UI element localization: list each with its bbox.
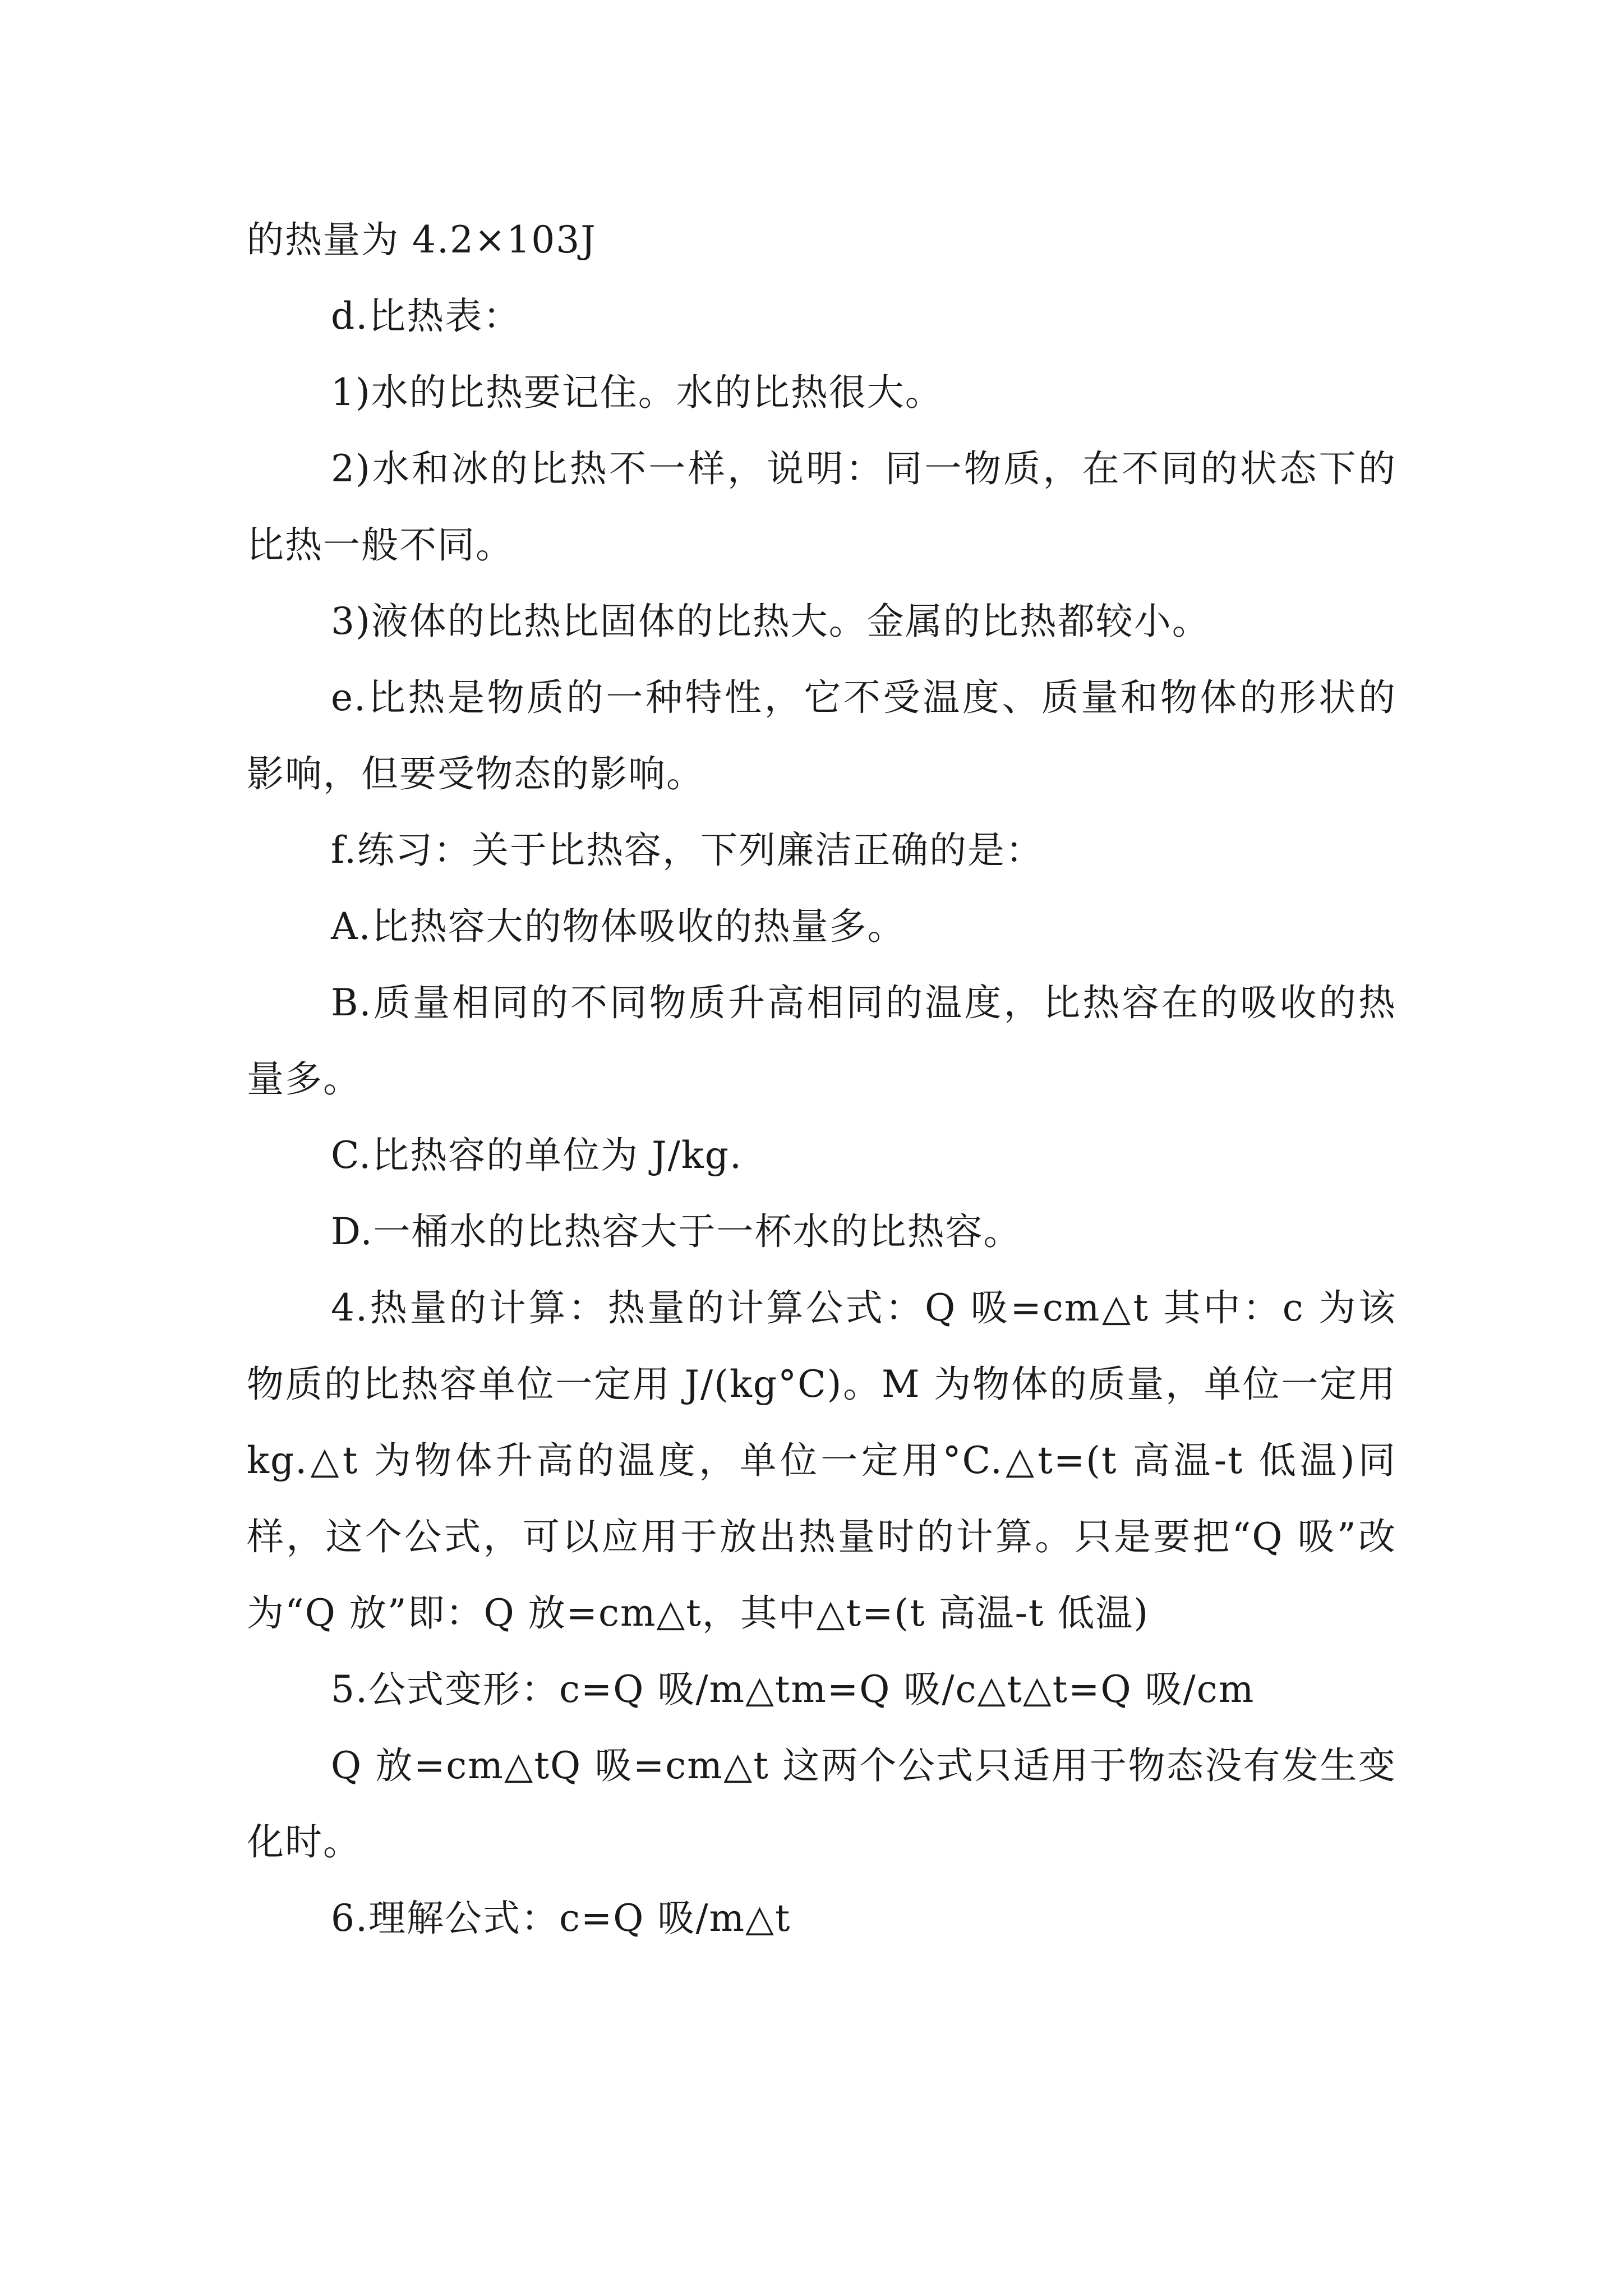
paragraph-formula-transform: 5.公式变形：c=Q 吸/m△tm=Q 吸/c△t△t=Q 吸/cm bbox=[331, 1668, 1255, 1711]
paragraph-table-point-2: 2)水和冰的比热不一样，说明：同一物质，在不同的状态下的比热一般不同。 bbox=[247, 447, 1396, 567]
paragraph-understand-formula: 6.理解公式：c=Q 吸/m△t bbox=[331, 1897, 791, 1940]
paragraph-heat-calculation: 4.热量的计算：热量的计算公式：Q 吸=cm△t 其中：c 为该物质的比热容单位一定用 J/(kg°C)。M 为物体的质量，单位一定用 kg.△t 为物体升高的温度，单位一定用°C.△t=(t 高温-t 低温)同样，这个公式，可以应用于放出热量时的计算。只是要把“Q 吸”改为“Q 放”即：Q 放=cm△t，其中△t=(t 高温-t 低温) bbox=[247, 1286, 1409, 1635]
paragraph-specific-heat-property: e.比热是物质的一种特性，它不受温度、质量和物体的形状的影响，但要受物态的影响。 bbox=[247, 676, 1396, 795]
exercise-option-b: B.质量相同的不同物质升高相同的温度，比热容在的吸收的热量多。 bbox=[247, 981, 1396, 1101]
paragraph-exercise-question: f.练习：关于比热容，下列廉洁正确的是： bbox=[331, 829, 1044, 872]
document-body bbox=[247, 202, 1409, 1957]
paragraph-heat-value-continuation: 的热量为 4.2×103J bbox=[247, 218, 597, 261]
exercise-option-c: C.比热容的单位为 J/kg. bbox=[331, 1134, 743, 1177]
paragraph-table-point-3: 3)液体的比热比固体的比热大。金属的比热都较小。 bbox=[331, 600, 1210, 643]
paragraph-table-point-1: 1)水的比热要记住。水的比热很大。 bbox=[331, 371, 943, 414]
paragraph-specific-heat-table-heading: d.比热表： bbox=[331, 295, 522, 338]
exercise-option-a: A.比热容大的物体吸收的热量多。 bbox=[331, 905, 906, 948]
exercise-option-d: D.一桶水的比热容大于一杯水的比热容。 bbox=[331, 1210, 1022, 1253]
paragraph-formula-applicability: Q 放=cm△tQ 吸=cm△t 这两个公式只适用于物态没有发生变化时。 bbox=[247, 1744, 1396, 1864]
